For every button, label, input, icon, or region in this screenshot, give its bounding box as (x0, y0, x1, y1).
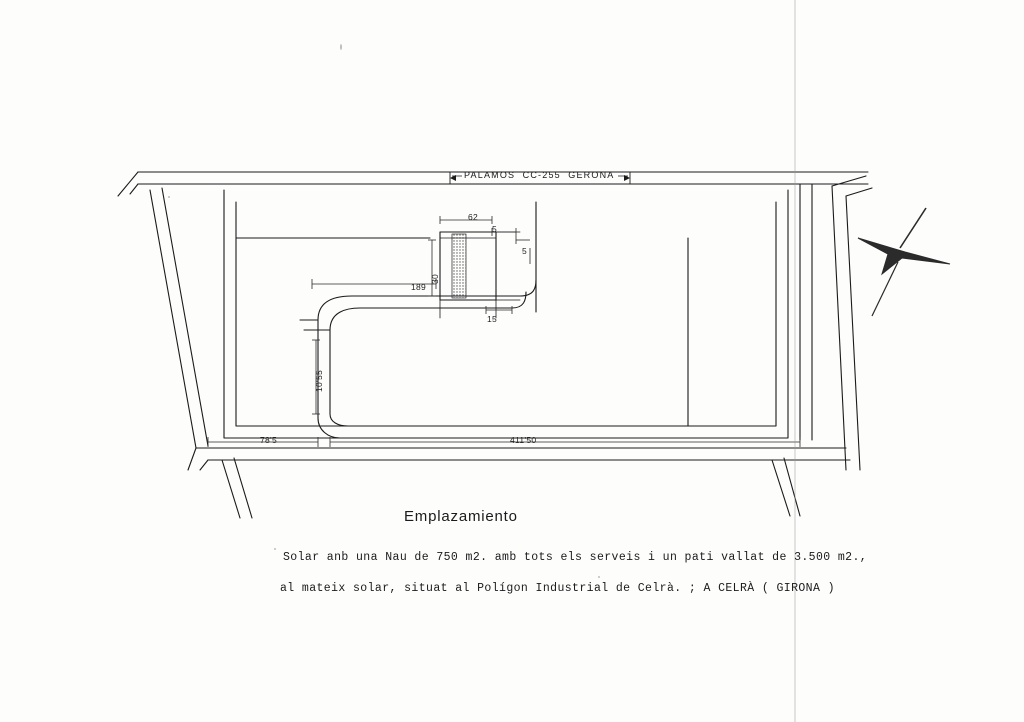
dimension-label-15: 15 (487, 314, 498, 324)
caption-title: Emplazamiento (404, 508, 518, 525)
dimension-label-1055: 10'55 (314, 369, 324, 392)
dimension-label-5-top: 5 (492, 224, 498, 234)
dimension-label-189: 189 (411, 282, 427, 292)
scan-speck (168, 196, 170, 198)
dimension-lines (208, 176, 800, 447)
north-arrow-icon (858, 208, 950, 316)
dimension-label-785: 78'5 (260, 435, 278, 445)
scan-speck (274, 548, 276, 550)
dimension-label-30: 30 (430, 273, 440, 284)
road-label-main: PALAMOS CC-255 GERONA (464, 170, 615, 180)
caption-line-2: al mateix solar, situat al Polígon Industrial de Celrà. ; A CELRÀ ( GIRONA ) (280, 582, 835, 595)
scan-speck (598, 576, 600, 578)
dimension-label-62: 62 (468, 212, 479, 222)
dimension-label-41150: 411'50 (510, 435, 537, 445)
caption-line-1: Solar anb una Nau de 750 m2. amb tots els serveis i un pati vallat de 3.500 m2., (283, 551, 868, 564)
dimension-label-5-right: 5 (522, 246, 528, 256)
scan-speck (340, 44, 342, 50)
